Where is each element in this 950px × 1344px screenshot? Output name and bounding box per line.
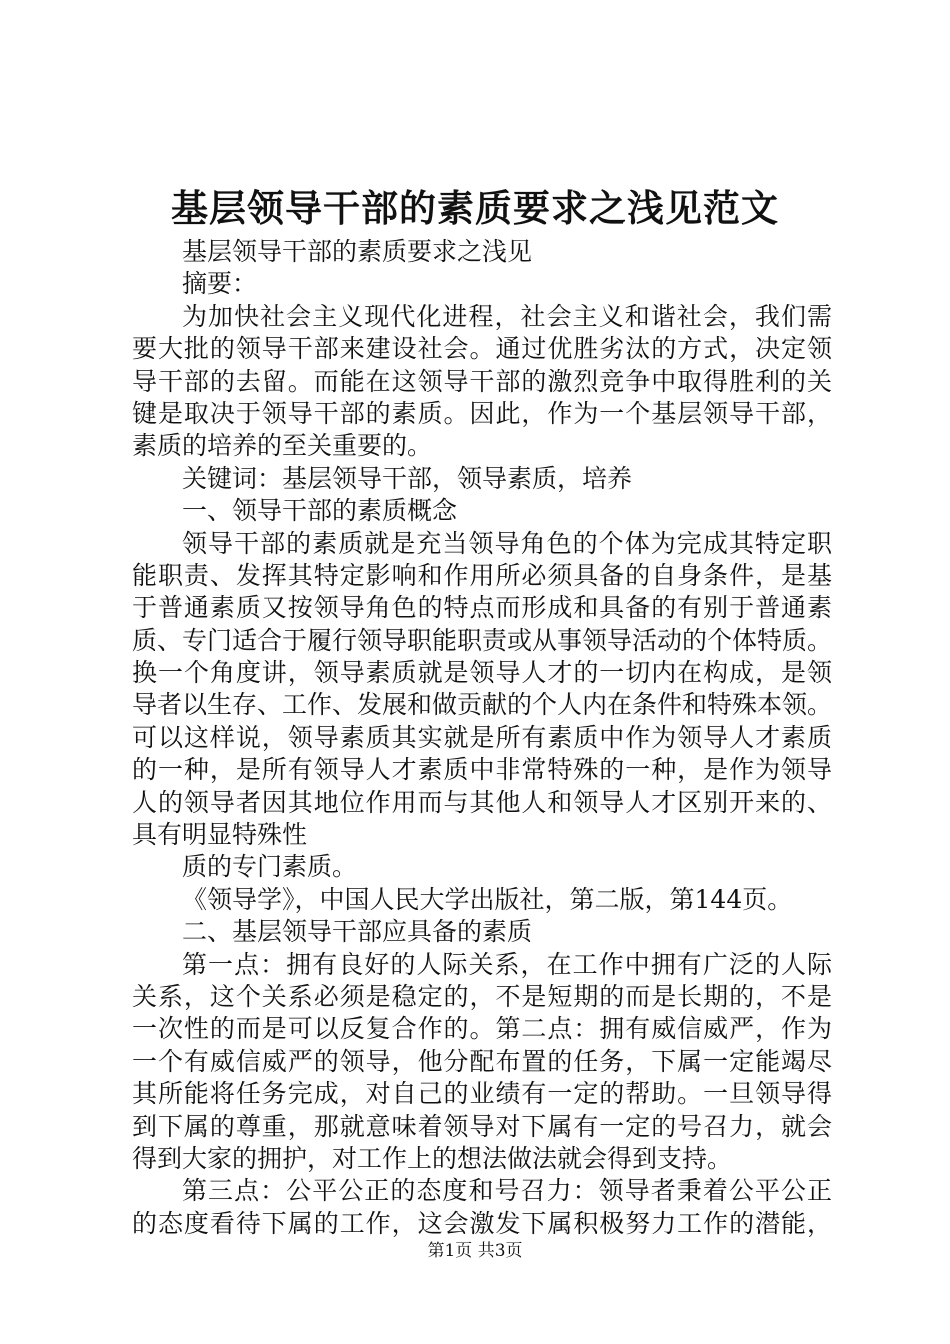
paragraph-line: 第三点：公平公正的态度和号召力：领导者秉着公平公正 xyxy=(182,1176,832,1206)
paragraph-line: 可以这样说，领导素质其实就是所有素质中作为领导人才素质 xyxy=(132,722,832,752)
paragraph-line: 其所能将任务完成，对自己的业绩有一定的帮助。一旦领导得 xyxy=(132,1079,832,1109)
paragraph-line: 的态度看待下属的工作，这会激发下属积极努力工作的潜能， xyxy=(132,1208,832,1238)
paragraph-line: 到下属的尊重，那就意味着领导对下属有一定的号召力，就会 xyxy=(132,1111,832,1141)
section-heading: 一、领导干部的素质概念 xyxy=(182,496,458,526)
paragraph-line: 于普通素质又按领导角色的特点而形成和具备的有别于普通素 xyxy=(132,593,832,623)
paragraph-line: 导干部的去留。而能在这领导干部的激烈竞争中取得胜利的关 xyxy=(132,366,832,396)
paragraph-line: 第一点：拥有良好的人际关系，在工作中拥有广泛的人际 xyxy=(182,949,832,979)
paragraph-line: 质、专门适合于履行领导职能职责或从事领导活动的个体特质。 xyxy=(132,625,833,655)
paragraph-line: 素质的培养的至关重要的。 xyxy=(132,431,433,461)
paragraph-line: 能职责、发挥其特定影响和作用所必须具备的自身条件，是基 xyxy=(132,560,832,590)
paragraph-line: 具有明显特殊性 xyxy=(132,820,308,850)
paragraph-line: 换一个角度讲，领导素质就是领导人才的一切内在构成，是领 xyxy=(132,658,832,688)
abstract-heading: 摘要： xyxy=(182,269,258,299)
paragraph-line: 一次性的而是可以反复合作的。第二点：拥有威信威严，作为 xyxy=(132,1014,832,1044)
citation-line: 《领导学》，中国人民大学出版社，第二版，第144页。 xyxy=(182,884,793,914)
section-heading: 二、基层领导干部应具备的素质 xyxy=(182,917,533,947)
paragraph-line: 的一种，是所有领导人才素质中非常特殊的一种，是作为领导 xyxy=(132,755,832,785)
page-number: 第1页 共3页 xyxy=(427,1241,523,1261)
paragraph-line: 一个有威信威严的领导，他分配布置的任务，下属一定能竭尽 xyxy=(132,1046,832,1076)
paragraph-line: 要大批的领导干部来建设社会。通过优胜劣汰的方式，决定领 xyxy=(132,334,832,364)
paragraph-line: 得到大家的拥护，对工作上的想法做法就会得到支持。 xyxy=(132,1143,733,1173)
paragraph-line: 导者以生存、工作、发展和做贡献的个人内在条件和特殊本领。 xyxy=(132,690,833,720)
paragraph-line: 领导干部的素质就是充当领导角色的个体为完成其特定职 xyxy=(182,528,832,558)
paragraph-line: 人的领导者因其地位作用而与其他人和领导人才区别开来的、 xyxy=(132,787,832,817)
paragraph-line: 为加快社会主义现代化进程，社会主义和谐社会，我们需 xyxy=(182,301,832,331)
paragraph-line: 质的专门素质。 xyxy=(182,852,358,882)
paragraph-line: 键是取决于领导干部的素质。因此，作为一个基层领导干部， xyxy=(132,398,832,428)
keywords-line: 关键词：基层领导干部，领导素质，培养 xyxy=(182,463,633,493)
document-title: 基层领导干部的素质要求之浅见范文 xyxy=(171,186,779,230)
subtitle-line: 基层领导干部的素质要求之浅见 xyxy=(182,237,533,266)
document-body xyxy=(132,236,832,1240)
paragraph-line: 关系，这个关系必须是稳定的，不是短期的而是长期的，不是 xyxy=(132,981,832,1011)
